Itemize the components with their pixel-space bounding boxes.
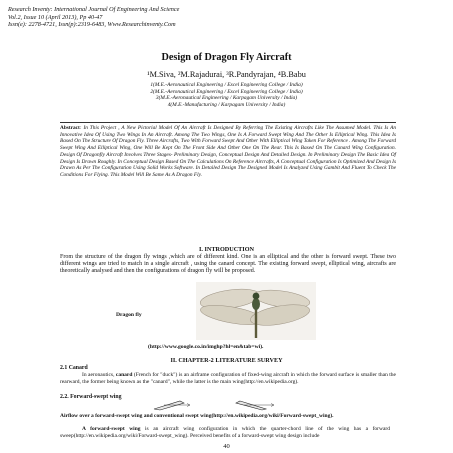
canard-text-prefix: In aeronautics,	[82, 372, 116, 378]
journal-header	[8, 6, 308, 29]
dragonfly-image	[196, 282, 316, 340]
dragonfly-figure-source: (http://www.google.co.in/imghp?hl=en&tab=wi).	[148, 344, 264, 350]
page-number: 40	[223, 443, 230, 450]
journal-volume: Vol.2, Issue 10 (April 2013), Pp 40-47	[8, 13, 103, 21]
journal-name: Research Inventy: International Journal Of Engineering And Science	[8, 6, 180, 13]
canard-text-rest: (French for "duck") is an airframe configuration of fixed-wing aircraft in which the forward surface is smaller than the rearward, the former being known as the "canard", while the latter is the main wing(http://en.wikipedia.org).	[60, 372, 396, 385]
canard-text	[60, 372, 396, 385]
forward-swept-term: A forward-swept wing	[82, 426, 141, 432]
section-literature-heading: II. CHAPTER-2 LITERATURE SURVEY	[170, 357, 283, 364]
canard-heading: 2.1 Canard	[60, 365, 88, 371]
paper-title: Design of Dragon Fly Aircraft	[161, 52, 292, 63]
affiliation-3: 3(M.E.-Aeronautical Engineering / Karpagam University / India)	[155, 95, 298, 102]
section-introduction-heading: I. INTRODUCTION	[198, 246, 254, 253]
affiliation-1: 1(M.E.-Aeronautical Engineering / Excel Engineering College / India)	[150, 82, 303, 88]
airflow-figure-caption: Airflow over a forward-swept wing and conventional swept wing(http://en.wikipedia.org/wiki/Forward-swept_wing).	[60, 413, 334, 419]
forward-swept-body: is an aircraft wing configuration in which the quarter-chord line of the wing has a forward sweep(http://en.wikipedia.org/wiki/Forward-swept_wing). Perceived benefits of a forward-swept wing design include	[60, 426, 390, 439]
canard-term: canard	[115, 372, 133, 378]
affiliation-4: 4(M.E.-Manufacturing / Karpagam University / India)	[167, 101, 286, 108]
author-list: ¹M.Siva, ²M.Rajadurai, ³R.Pandyrajan, ⁴B.Babu	[147, 70, 306, 79]
affiliation-2: 2(M.E.-Aeronautical Engineering / Excel Engineering College / India)	[150, 88, 303, 95]
journal-issn: Issn(e): 2278-4721, Issn(p):2319-6483, Www.Researchinventy.Com	[8, 21, 176, 29]
abstract-text: : In This Project , A New Pictorial Model Of An Aircraft Is Designed By Referring The Existing Aircrafts Like The Assumed Model. This Is An Innovative Idea Of Using Two Wings In An Aircraft. Among The Two Wings, One Is A Forward Swept Wing And The Other Is Elliptical Wing. This Idea Is Based On The Structure Of Dragon Fly. Three Aircrafts, Two With Forward Swept And Other With Elliptical Wing Taken For Reference . Among The Forward Swept Wing And Elliptical Wing, One Will Be Kept On The Front Side And Other One On The Rear. This Is Based On The Canard Wing Configuration. Design Of Dragonfly Aircraft Involves Three Stages- Preliminary Design, Conceptual Design And Detailed Design. In Preliminary Design The Basic Idea Of Design Is Drawn Roughly. In Conceptual Design Based On The Calculations On Reference Aircrafts, A Conceptual Configuration Is Optimized And Design Is Drawn As Per The Configuration Using Solid Works Software. In Detailed Design The Designed Model Is Analyzed Using Gambit And Fluent To Check The Conditions For Flying. This Model Will Be Same As A Dragon Fly.	[60, 125, 396, 178]
forward-swept-text	[60, 426, 390, 439]
abstract	[60, 122, 396, 179]
introduction-text: From the structure of the dragon fly wings ,which are of different kind. One is an elliptical and the other is forward swept. These two different wings are tried to match in a single aircraft , using the canard concept. The existing forward swept, elliptical wing, aircrafts are theoretically analysed and then the configurations of dragon fly will be proposed.	[60, 254, 396, 275]
forward-swept-heading: 2.2. Forward-swept wing	[60, 394, 122, 400]
dragonfly-figure-label: Dragon fly	[116, 312, 142, 318]
swept-wing-airflow-diagram	[150, 398, 300, 412]
abstract-label: Abstract	[60, 125, 80, 131]
affiliations	[0, 82, 453, 108]
